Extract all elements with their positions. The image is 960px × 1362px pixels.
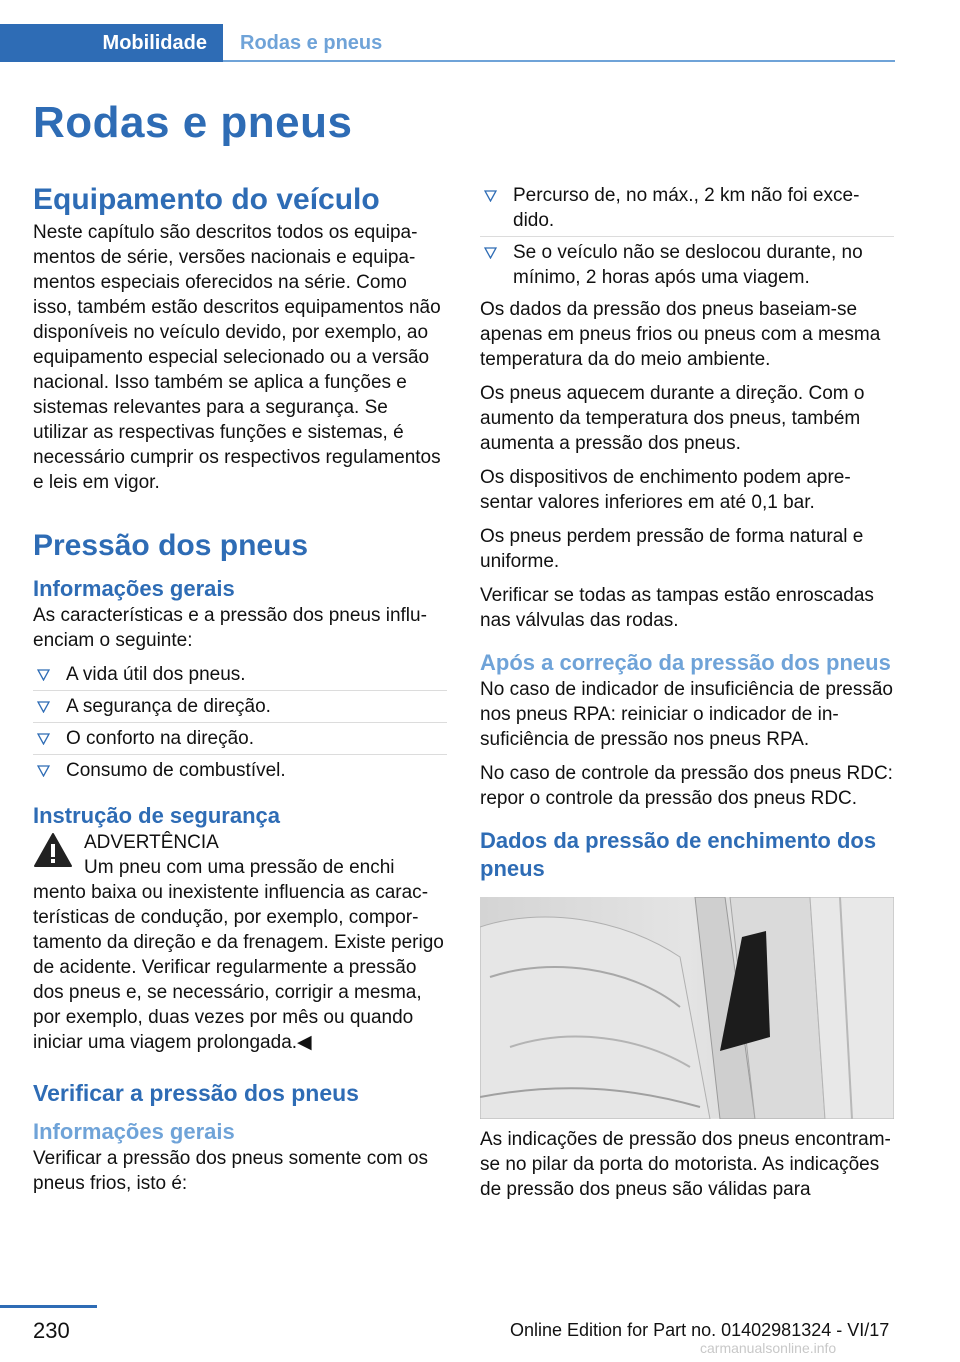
- paragraph: Verificar se todas as tampas estão enroscadas nas válvulas das rodas.: [480, 585, 874, 631]
- tab-mobilidade[interactable]: Mobilidade: [0, 24, 223, 62]
- header-divider: [223, 60, 895, 62]
- page-header: [0, 24, 895, 62]
- warning-label: ADVERTÊNCIA: [84, 832, 219, 853]
- list-item: A vida útil dos pneus.: [33, 659, 447, 691]
- chapter-title: Rodas e pneus: [33, 98, 353, 147]
- bullet-list-pneus-frios: [480, 180, 894, 293]
- tab-rodas-e-pneus[interactable]: Rodas e pneus: [240, 31, 383, 54]
- triangle-bullet-icon: [37, 733, 50, 745]
- right-column: [480, 180, 894, 1202]
- warning-triangle-icon: [33, 832, 73, 868]
- section-title-pressao: Pressão dos pneus: [33, 529, 309, 562]
- subsection-title-apos-correcao: Após a correção da pressão dos pneus: [480, 650, 891, 675]
- list-item: Percurso de, no máx., 2 km não foi excedido.: [480, 180, 894, 237]
- paragraph: No caso de indicador de insuficiência de pressão nos pneus RPA: reiniciar o indicador de insuficiência de pressão nos pneus RPA.: [480, 679, 893, 750]
- list-item: A segurança de direção.: [33, 691, 447, 723]
- warning-text: mento baixa ou inexistente influencia as características de condução, por exemplo, comportamento da direção e da frenagem. Existe perigo de acidente. Verificar regularmente a pressão dos pneus e, se necessário, corrigir a mesma, por exemplo, duas vezes por mês ou quando iniciar uma viagem prolongada.◀: [33, 882, 444, 1053]
- paragraph: Os pneus perdem pressão de forma natural e uniforme.: [480, 526, 864, 572]
- triangle-bullet-icon: [37, 669, 50, 681]
- subsection-title-dados-pressao: Dados da pressão de enchimento dos pneus: [480, 828, 877, 881]
- triangle-bullet-icon: [37, 701, 50, 713]
- warning-text-first: Um pneu com uma pressão de enchi: [84, 857, 395, 878]
- paragraph: As indicações de pressão dos pneus encontram-se no pilar da porta do motorista. As indicações de pressão dos pneus são válidas para: [480, 1129, 891, 1200]
- paragraph: No caso de controle da pressão dos pneus RDC: repor o controle da pressão dos pneus RDC.: [480, 763, 893, 809]
- list-item: Consumo de combustível.: [33, 755, 447, 786]
- info-gerais-text: As características e a pressão dos pneus influenciam o seguinte:: [33, 605, 427, 651]
- check-text: Verificar a pressão dos pneus somente com os pneus frios, isto é:: [33, 1148, 428, 1194]
- paragraph: Os pneus aquecem durante a direção. Com o aumento da temperatura dos pneus, também aumenta a pressão dos pneus.: [480, 383, 865, 454]
- triangle-bullet-icon: [484, 247, 497, 259]
- triangle-bullet-icon: [484, 190, 497, 202]
- footer-divider: [0, 1305, 97, 1308]
- subsection-title-seguranca: Instrução de segurança: [33, 803, 280, 828]
- equipamento-text: Neste capítulo são descritos todos os equipamentos de série, versões nacionais e equipamentos especiais oferecidos na série. Como isso, também estão descritos equipamentos não disponíveis no veículo devido, por exemplo, ao equipamento especial selecionado ou a versão nacional. Isso também se aplica a funções e sistemas relevantes para a segurança. Se utilizar as respectivas funções e sistemas, é necessário cumprir os respectivos regulamentos e leis em vigor.: [33, 222, 441, 493]
- list-item: Se o veículo não se deslocou durante, no mínimo, 2 horas após uma viagem.: [480, 237, 894, 293]
- subsection-title-info-gerais: Informações gerais: [33, 576, 235, 601]
- subsection-title-check-info: Informações gerais: [33, 1119, 235, 1144]
- section-title-equipamento: Equipamento do veículo: [33, 183, 380, 216]
- door-pillar-photo: [480, 897, 894, 1119]
- page-number: 230: [33, 1318, 70, 1343]
- paragraph: Os dados da pressão dos pneus baseiam-se apenas em pneus frios ou pneus com a mesma temperatura da do meio ambiente.: [480, 299, 881, 370]
- bullet-list-caracteristicas: [33, 659, 447, 786]
- section-title-verificar: Verificar a pressão dos pneus: [33, 1080, 359, 1106]
- warning-block: [33, 830, 447, 1055]
- triangle-bullet-icon: [37, 765, 50, 777]
- left-column: [33, 180, 447, 1196]
- list-item: O conforto na direção.: [33, 723, 447, 755]
- watermark: carmanualsonline.info: [700, 1340, 837, 1356]
- edition-info: Online Edition for Part no. 01402981324 - VI/17: [510, 1320, 890, 1340]
- paragraph: Os dispositivos de enchimento podem apresentar valores inferiores em até 0,1 bar.: [480, 467, 851, 513]
